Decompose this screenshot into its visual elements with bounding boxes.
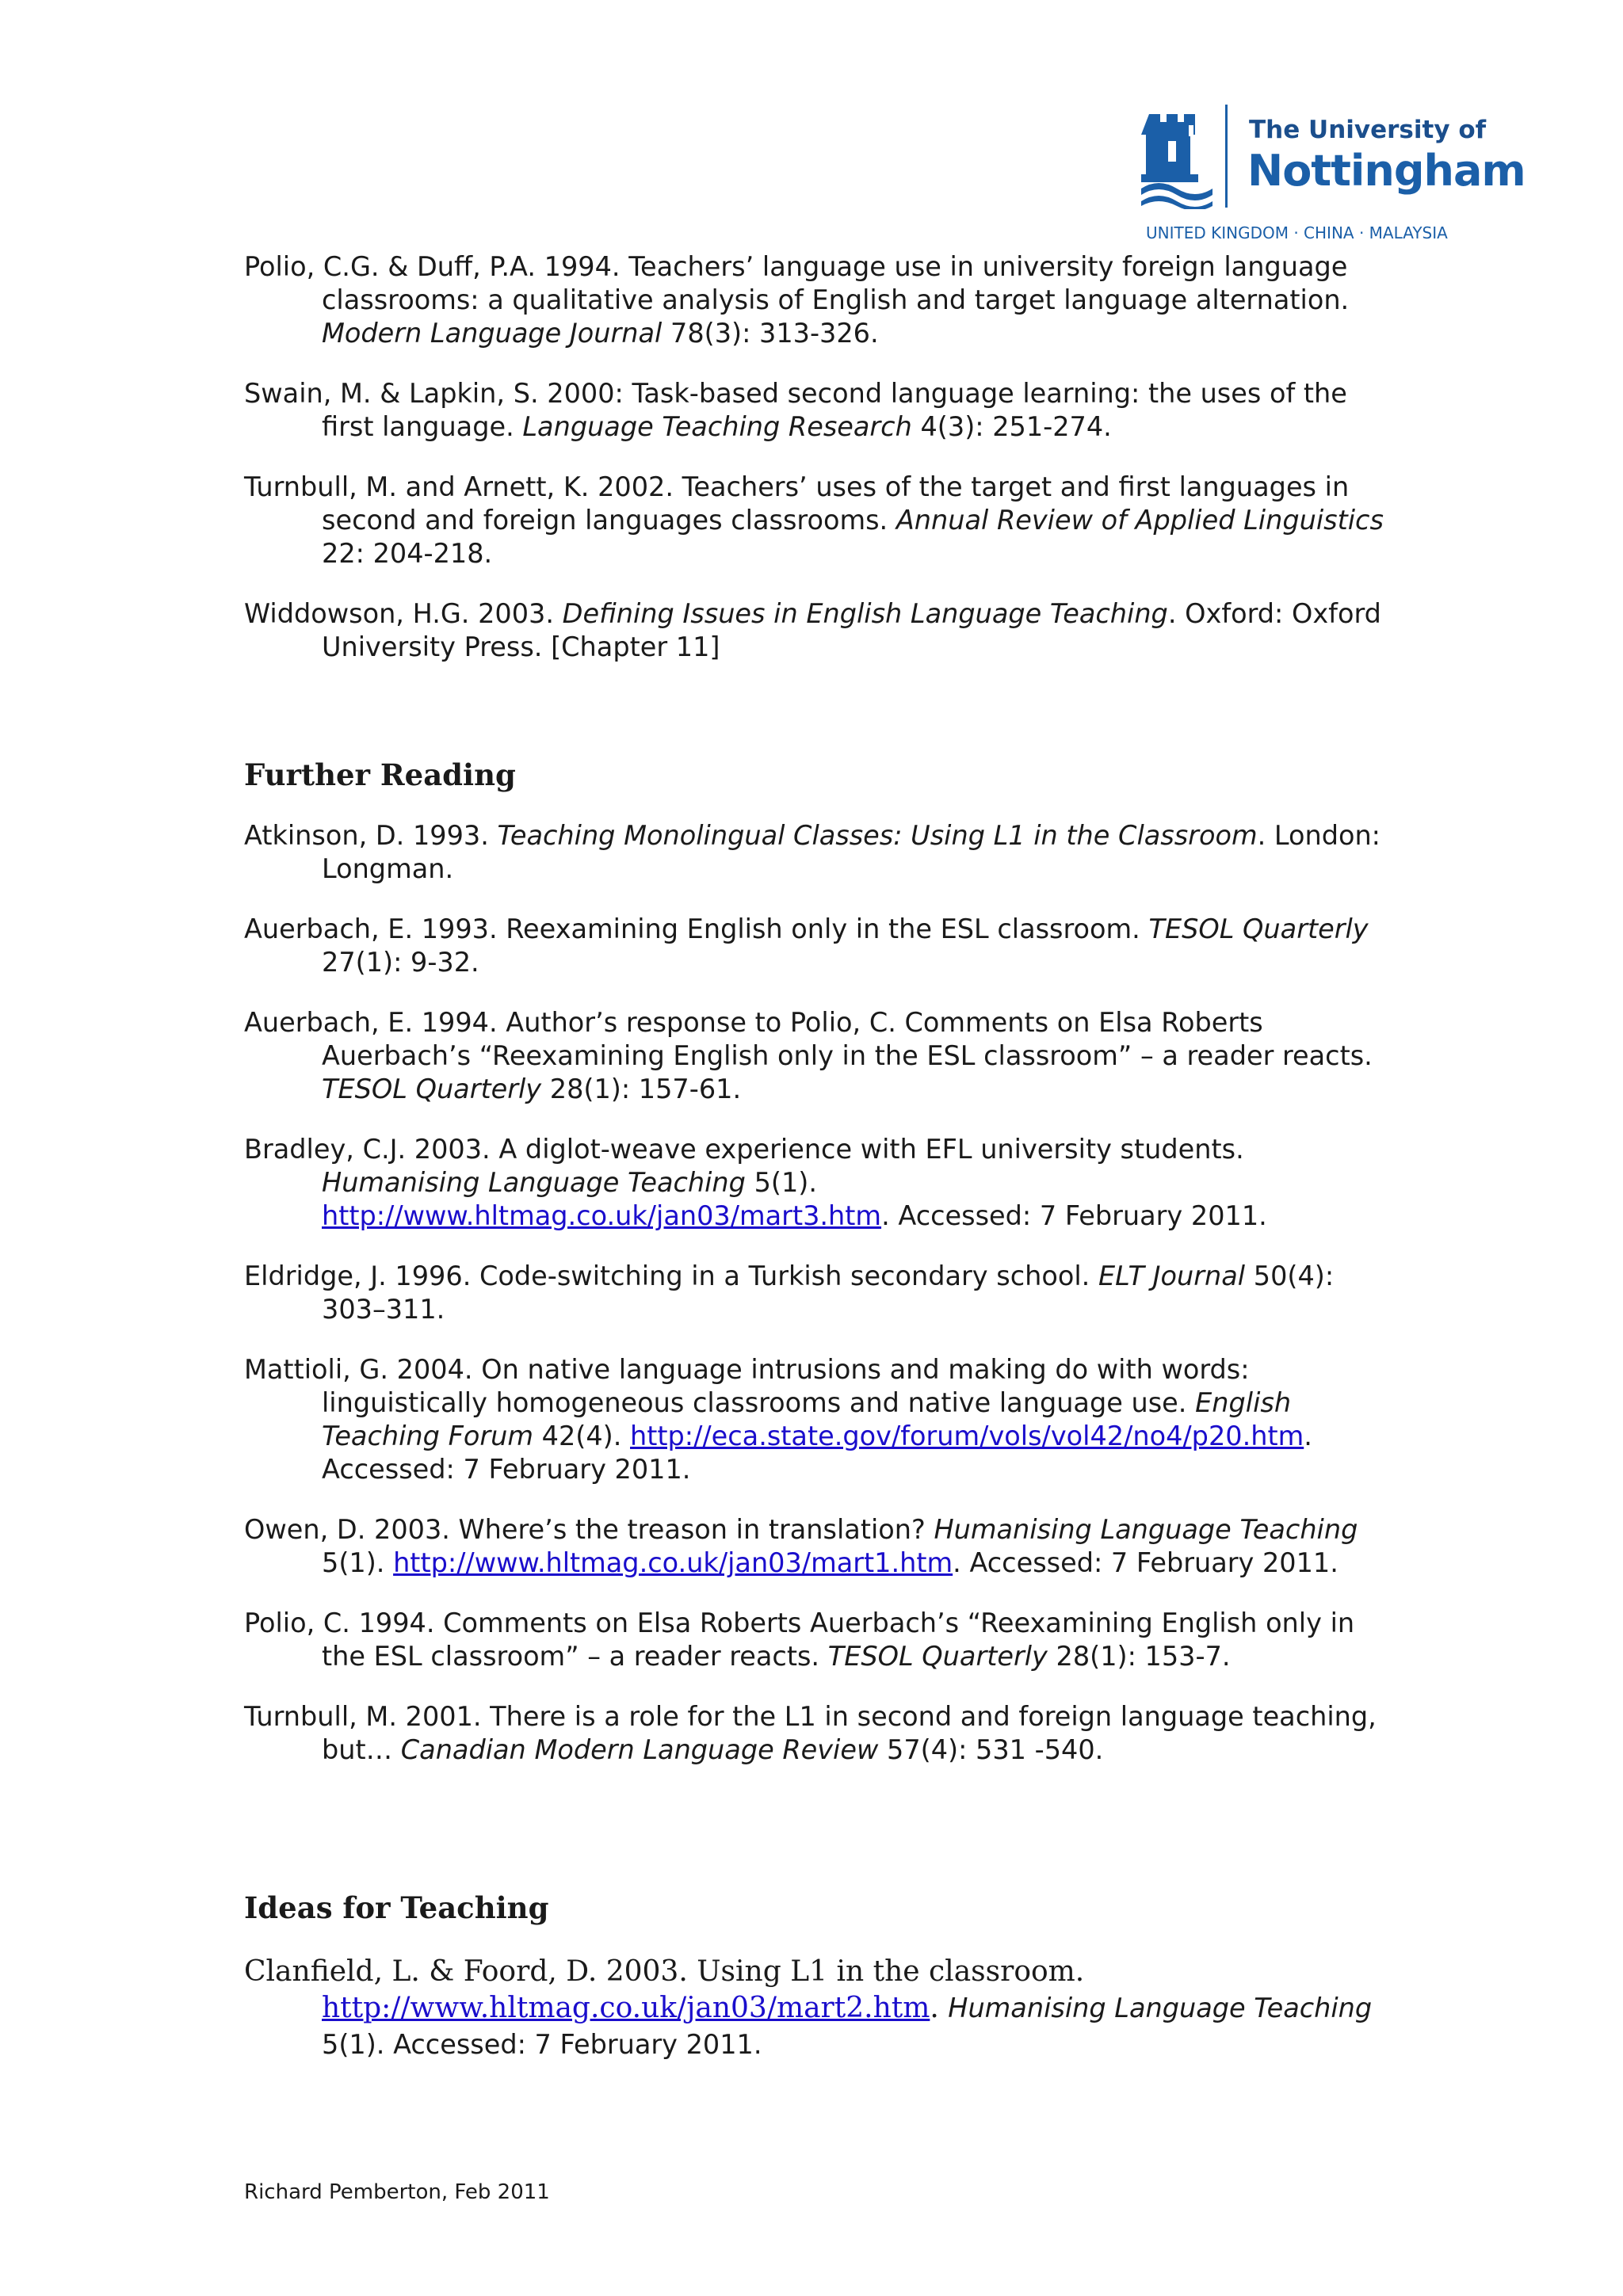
reference-item: Clanfield, L. & Foord, D. 2003. Using L1 in the classroom. http://www.hltmag.co.uk/jan03/mart2.htm. Humanising Language Teaching 5(1). Accessed: 7 February 2011. [244,1955,1373,2060]
reference-item: Auerbach, E. 1993. Reexamining English only in the ESL classroom. TESOL Quarterly 27(1): 9-32. [244,913,1369,978]
reference-link[interactable]: http://www.hltmag.co.uk/jan03/mart1.htm [393,1547,953,1578]
reference-item: Eldridge, J. 1996. Code-switching in a Turkish secondary school. ELT Journal 50(4): 303–311. [244,1261,1335,1325]
reference-item: Auerbach, E. 1994. Author’s response to Polio, C. Comments on Elsa Roberts Auerbach’s “Reexamining English only in the ESL classroom” – a reader reacts. TESOL Quarterly 28(1): 157-61. [244,1007,1373,1104]
page-footer: Richard Pemberton, Feb 2011 [244,2180,550,2204]
university-logo [1141,101,1526,244]
reference-item: Mattioli, G. 2004. On native language intrusions and making do with words: linguistically homogeneous classrooms and native language use. English Teaching Forum 42(4). http://eca.state.gov/forum/vols/vol42/no4/p20.htm. Accessed: 7 February 2011. [244,1354,1312,1485]
reference-item: Polio, C. 1994. Comments on Elsa Roberts Auerbach’s “Reexamining English only in the ESL classroom” – a reader reacts. TESOL Quarterly 28(1): 153-7. [244,1608,1355,1672]
reference-item: Swain, M. & Lapkin, S. 2000: Task-based second language learning: the uses of the first language. Language Teaching Research 4(3): 251-274. [244,378,1347,442]
further-reading-heading: Further Reading [244,757,516,792]
reference-link[interactable]: http://www.hltmag.co.uk/jan03/mart2.htm [322,1992,930,2024]
reference-item: Widdowson, H.G. 2003. Defining Issues in English Language Teaching. Oxford: Oxford University Press. [Chapter 11] [244,598,1381,662]
reference-link[interactable]: http://eca.state.gov/forum/vols/vol42/no4/p20.htm [630,1421,1304,1451]
reference-item: Atkinson, D. 1993. Teaching Monolingual Classes: Using L1 in the Classroom. London: Longman. [244,820,1381,884]
logo-line1: The University of [1249,116,1487,144]
ideas-for-teaching-list [244,1954,1385,2090]
reference-item: Turnbull, M. 2001. There is a role for the L1 in second and foreign language teaching, but… Canadian Modern Language Review 57(4): 531 -540. [244,1701,1377,1765]
logo-line2: Nottingham [1247,146,1526,196]
references-list [244,250,1385,664]
reference-link[interactable]: http://www.hltmag.co.uk/jan03/mart3.htm [322,1200,882,1231]
castle-crest-icon [1141,106,1212,209]
logo-divider [1225,105,1228,208]
reference-item: Turnbull, M. and Arnett, K. 2002. Teachers’ uses of the target and first languages in second and foreign languages classrooms. Annual Review of Applied Linguistics 22: 204-218. [244,471,1384,569]
ideas-for-teaching-heading: Ideas for Teaching [244,1890,549,1925]
logo-tagline: UNITED KINGDOM · CHINA · MALAYSIA [1146,223,1448,242]
further-reading-list [244,819,1385,1794]
reference-item: Owen, D. 2003. Where’s the treason in translation? Humanising Language Teaching 5(1). http://www.hltmag.co.uk/jan03/mart1.htm. Accessed: 7 February 2011. [244,1514,1358,1578]
document-body [244,250,1385,2060]
reference-item: Bradley, C.J. 2003. A diglot-weave experience with EFL university students. Humanising Language Teaching 5(1). http://www.hltmag.co.uk/jan03/mart3.htm. Accessed: 7 February 2011. [244,1134,1267,1231]
reference-item: Polio, C.G. & Duff, P.A. 1994. Teachers’ language use in university foreign language classrooms: a qualitative analysis of English and target language alternation. Modern Language Journal 78(3): 313-326. [244,251,1350,349]
